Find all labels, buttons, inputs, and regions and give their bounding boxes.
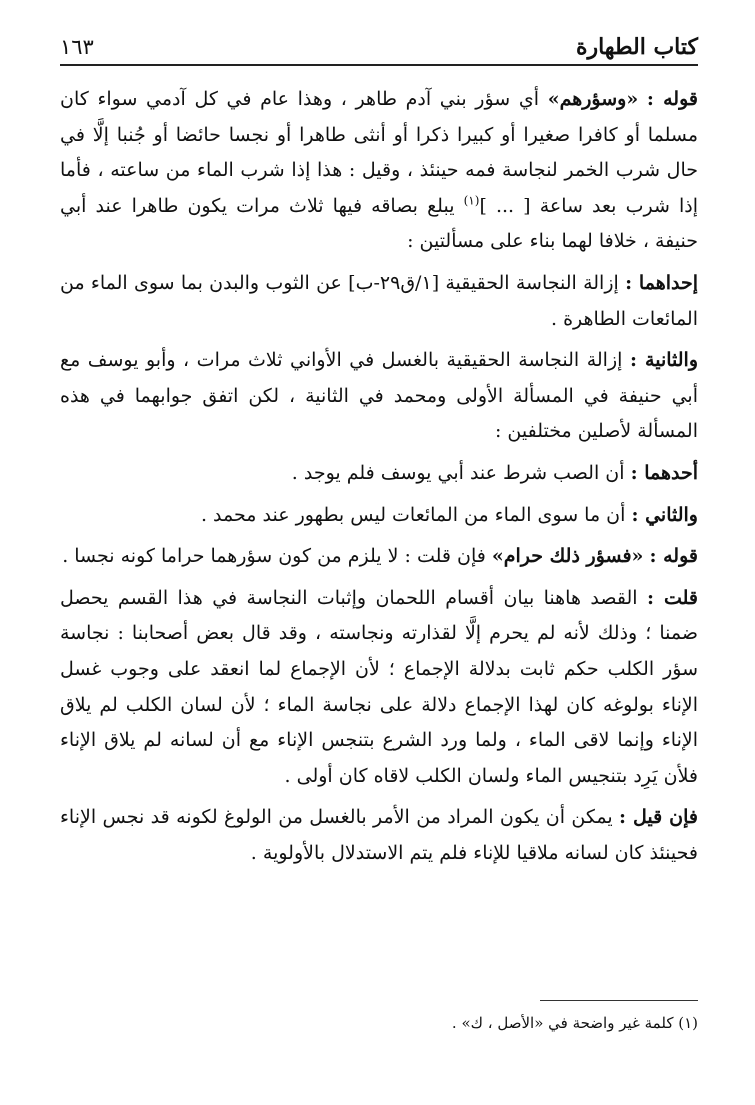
footnote-ref[interactable]: (١) (463, 193, 480, 208)
paragraph-text: أن ما سوى الماء من المائعات ليس بطهور عند محمد . (200, 503, 626, 526)
paragraph-label: أحدهما : (630, 461, 698, 484)
paragraph-text: يمكن أن يكون المراد من الأمر بالغسل من الولوغ لكونه قد نجس الإناء فحينئذ كان لسانه ملاقيا للإناء فلم يتم الاستدلال بالأولوية . (60, 806, 698, 864)
header-divider (60, 64, 698, 66)
paragraph (60, 800, 698, 871)
quoted-phrase: «فسؤر ذلك حرام» (491, 545, 644, 568)
page-header (60, 26, 698, 60)
paragraph-label: فإن قيل : (619, 806, 699, 829)
paragraph (60, 266, 698, 337)
paragraph-label: والثاني : (631, 503, 698, 526)
paragraph (60, 82, 698, 260)
paragraph (60, 581, 698, 795)
paragraph-text: إزالة النجاسة الحقيقية بالغسل في الأواني ثلاث مرات ، وأبو يوسف مع أبي حنيفة في المسألة الأولى ومحمد في الثانية ، لكن اتفق جوابهما في هذه المسألة لأصلين مختلفين : (60, 349, 698, 443)
paragraph-label: قوله : (649, 545, 698, 568)
paragraph (60, 456, 698, 492)
main-text (60, 82, 698, 877)
paragraph-text: أي سؤر بني آدم طاهر ، وهذا عام في كل آدمي سواء كان مسلما أو كافرا صغيرا أو كبيرا ذكرا أو أنثى طاهرا أو نجسا حائضا أو جُنبا إلَّا في حال شرب الخمر لنجاسة فمه حينئذ ، وقيل : هذا إذا شرب الماء من ساعته ، فأما إذا شرب بعد ساعة [ ... ] (60, 88, 698, 217)
quoted-phrase: «وسؤرهم» (547, 88, 639, 110)
page-number: ١٦٣ (60, 35, 94, 59)
footnote-divider (540, 1000, 698, 1001)
footnote: (١) كلمة غير واضحة في «الأصل ، ك» . (451, 1014, 698, 1032)
paragraph-text: يبلع بصاقه فيها ثلاث مرات يكون طاهرا عند أبي حنيفة ، خلافا لهما بناء على مسألتين : (60, 194, 698, 253)
book-title: كتاب الطهارة (575, 34, 698, 60)
paragraph-text: القصد هاهنا بيان أقسام اللحمان وإثبات النجاسة في هذا القسم يحصل ضمنا ؛ وذلك لأنه لم يحرم إلَّا لقذارته ونجاسته ، وقد قال بعض أصحابنا : نجاسة سؤر الكلب حكم ثابت بدلالة الإجماع ؛ لأن الإجماع لما انعقد على وجوب غسل الإناء بولوغه كان لهذا الإجماع دلالة على نجاسة الماء ؛ لأن لسان الكلب لم يلاق الإناء وإنما لاقى الماء ، ولما ورد الشرع بتنجس الإناء مع أن لسانه لم يلاق الإناء فلأن يَرِد بتنجيس الماء ولسان الكلب لاقاه كان أولى . (60, 586, 698, 787)
paragraph (60, 498, 698, 534)
paragraph-label: قوله : (646, 88, 698, 110)
paragraph-label: والثانية : (629, 349, 699, 372)
paragraph (60, 343, 698, 450)
paragraph-text: فإن قلت : لا يلزم من كون سؤرهما حراما كونه نجسا . (62, 545, 486, 568)
paragraph (60, 539, 698, 575)
paragraph-label: إحداهما : (625, 271, 698, 294)
paragraph-text: أن الصب شرط عند أبي يوسف فلم يوجد . (291, 461, 625, 484)
paragraph-text: إزالة النجاسة الحقيقية [١/ق٢٩-ب] عن الثوب والبدن بما سوى الماء من المائعات الطاهرة . (60, 271, 698, 330)
paragraph-label: قلت : (646, 586, 698, 609)
